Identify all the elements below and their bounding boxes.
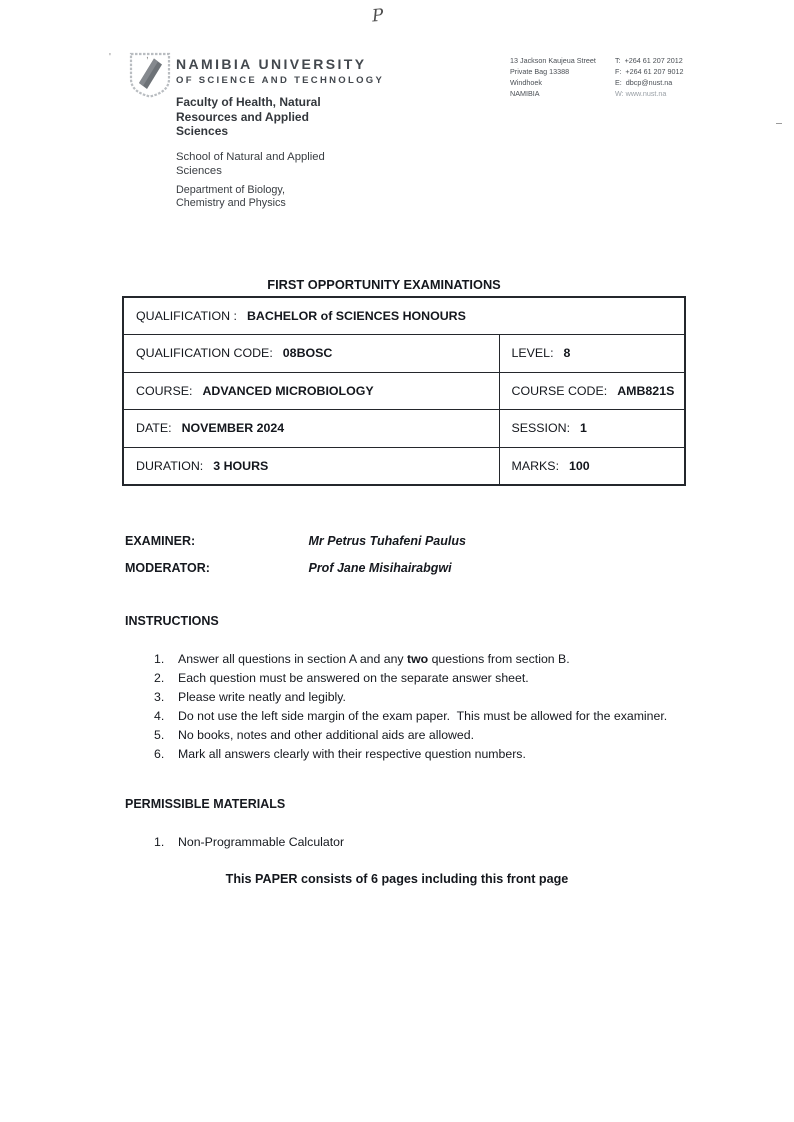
instructions-heading: INSTRUCTIONS bbox=[125, 614, 219, 628]
course-code-value: AMB821S bbox=[617, 383, 675, 398]
university-name: NAMIBIA UNIVERSITY bbox=[176, 56, 367, 72]
address-line: 13 Jackson Kaujeua Street bbox=[510, 56, 596, 65]
stray-mark: , bbox=[146, 50, 149, 61]
instruction-text bbox=[178, 650, 570, 669]
marks-cell bbox=[499, 447, 685, 485]
address-line: Windhoek bbox=[510, 78, 542, 88]
moderator-name: Prof Jane Misihairabgwi bbox=[308, 561, 452, 575]
course-value: ADVANCED MICROBIOLOGY bbox=[202, 383, 374, 398]
course-code-label: COURSE CODE: bbox=[511, 383, 608, 398]
table-row bbox=[123, 447, 685, 485]
stray-mark: ' bbox=[109, 52, 111, 63]
instruction-item bbox=[154, 707, 682, 726]
duration-label: DURATION: bbox=[136, 458, 204, 473]
instruction-text-bold: two bbox=[407, 652, 429, 666]
page-count-note: This PAPER consists of 6 pages including this front page bbox=[225, 872, 569, 886]
examiner-row bbox=[125, 534, 466, 548]
examiner-label: EXAMINER: bbox=[125, 534, 196, 548]
exam-title: FIRST OPPORTUNITY EXAMINATIONS bbox=[267, 277, 501, 292]
date-cell bbox=[123, 410, 499, 448]
qualification-label: QUALIFICATION : bbox=[136, 309, 237, 323]
university-name-block bbox=[176, 56, 384, 86]
handwritten-mark: P bbox=[371, 5, 385, 27]
table-row bbox=[123, 297, 685, 335]
level-value: 8 bbox=[563, 346, 571, 361]
instruction-text-segment: questions from section B. bbox=[428, 652, 570, 666]
university-subtitle: OF SCIENCE AND TECHNOLOGY bbox=[176, 75, 385, 86]
marks-label: MARKS: bbox=[511, 458, 560, 473]
instruction-item bbox=[154, 688, 682, 707]
phone-email-block bbox=[615, 55, 684, 100]
instruction-item bbox=[154, 726, 682, 745]
date-value: NOVEMBER 2024 bbox=[181, 421, 285, 436]
duration-cell bbox=[123, 447, 499, 485]
instruction-number: 3. bbox=[154, 690, 165, 704]
session-cell bbox=[499, 410, 685, 448]
faculty-name: Faculty of Health, Natural Resources and Applied Sciences bbox=[176, 95, 321, 139]
stray-dash-mark bbox=[776, 123, 782, 124]
materials-heading: PERMISSIBLE MATERIALS bbox=[125, 797, 286, 811]
instruction-number: 2. bbox=[154, 671, 165, 685]
instruction-item bbox=[154, 650, 682, 669]
level-cell bbox=[499, 335, 685, 373]
table-row bbox=[123, 335, 685, 373]
table-row bbox=[123, 410, 685, 448]
fax-line: F: +264 61 207 9012 bbox=[615, 67, 684, 77]
materials-item-text: Non-Programmable Calculator bbox=[178, 835, 345, 849]
instruction-number: 6. bbox=[154, 747, 165, 761]
duration-value: 3 HOURS bbox=[213, 458, 269, 473]
qualification-code-label: QUALIFICATION CODE: bbox=[136, 346, 273, 361]
qualification-code-cell bbox=[123, 335, 499, 373]
instruction-text: Each question must be answered on the separate answer sheet. bbox=[178, 671, 529, 685]
instruction-text-segment: Answer all questions in section A and any bbox=[178, 652, 407, 666]
address-line: Private Bag 13388 bbox=[510, 67, 570, 77]
telephone-line: T: +264 61 207 2012 bbox=[615, 56, 683, 65]
instruction-number: 4. bbox=[154, 709, 165, 723]
instructions-list bbox=[154, 650, 682, 764]
contact-block bbox=[510, 55, 684, 100]
officials-block bbox=[125, 534, 466, 588]
website-line: W: www.nust.na bbox=[615, 89, 667, 99]
instruction-text: No books, notes and other additional aids are allowed. bbox=[178, 728, 475, 742]
nust-shield-logo-icon bbox=[127, 52, 173, 104]
exam-info-table bbox=[122, 296, 686, 486]
materials-item-number: 1. bbox=[154, 835, 165, 849]
address-block bbox=[510, 55, 607, 100]
moderator-row bbox=[125, 561, 466, 575]
course-label: COURSE: bbox=[136, 383, 193, 398]
course-code-cell bbox=[499, 372, 685, 410]
session-value: 1 bbox=[580, 421, 587, 436]
session-label: SESSION: bbox=[511, 421, 571, 436]
email-line: E: dbcp@nust.na bbox=[615, 78, 673, 88]
school-name: School of Natural and Applied Sciences bbox=[176, 151, 325, 178]
instruction-text: Please write neatly and legibly. bbox=[178, 690, 346, 704]
instruction-text: Do not use the left side margin of the exam paper. This must be allowed for the examiner. bbox=[178, 709, 668, 723]
date-label: DATE: bbox=[136, 421, 172, 436]
instruction-item bbox=[154, 745, 682, 764]
qualification-value: BACHELOR of SCIENCES HONOURS bbox=[246, 309, 466, 323]
materials-item bbox=[154, 835, 344, 849]
examiner-name: Mr Petrus Tuhafeni Paulus bbox=[308, 534, 466, 548]
instruction-number: 1. bbox=[154, 652, 165, 666]
moderator-label: MODERATOR: bbox=[125, 561, 210, 575]
level-label: LEVEL: bbox=[511, 346, 554, 361]
course-cell bbox=[123, 372, 499, 410]
address-line: NAMIBIA bbox=[510, 89, 540, 99]
instruction-item bbox=[154, 669, 682, 688]
table-row bbox=[123, 372, 685, 410]
instruction-number: 5. bbox=[154, 728, 165, 742]
qualification-code-value: 08BOSC bbox=[282, 346, 333, 361]
instruction-text: Mark all answers clearly with their respective question numbers. bbox=[178, 747, 526, 761]
qualification-cell bbox=[123, 297, 685, 335]
marks-value: 100 bbox=[569, 458, 590, 473]
department-name: Department of Biology, Chemistry and Physics bbox=[176, 184, 286, 210]
